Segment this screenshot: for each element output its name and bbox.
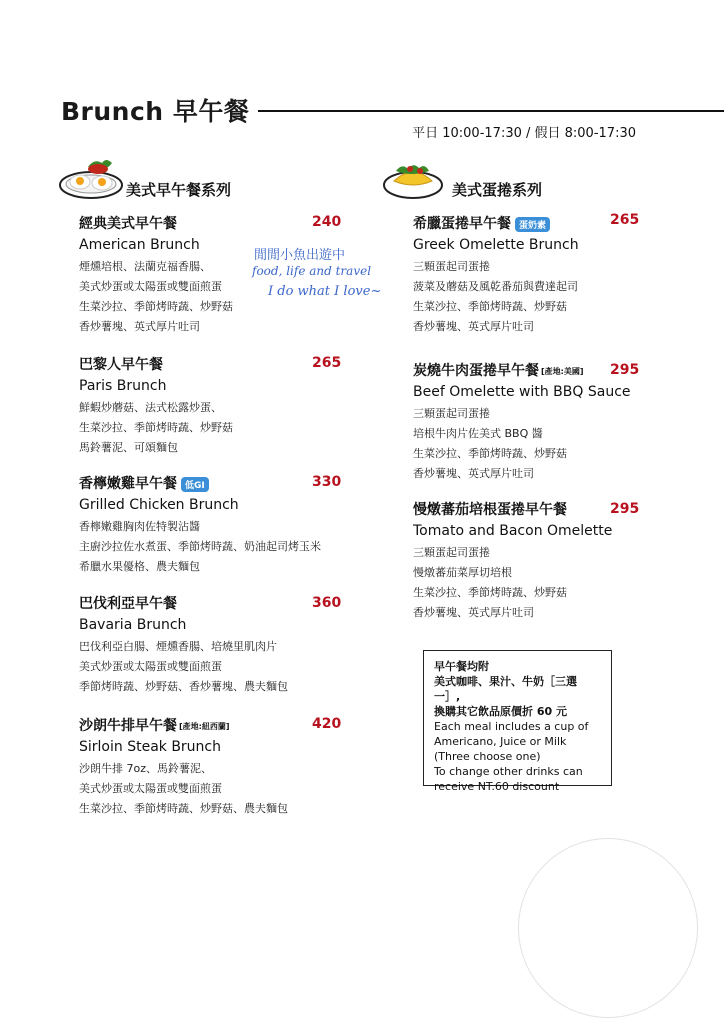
note-en-line: (Three choose one): [434, 750, 541, 763]
note-line: 美式咖啡、果汁、牛奶［三選一］,: [434, 675, 577, 703]
item-name-en: American Brunch: [79, 237, 200, 253]
item-price: 330: [312, 474, 342, 490]
origin-tag: [產地:紐西蘭]: [179, 721, 230, 731]
desc-line: 慢燉蕃茄菜厚切培根: [413, 566, 512, 579]
menu-item: [79, 354, 233, 458]
desc-line: 生菜沙拉、季節烤時蔬、炒野菇: [79, 300, 233, 313]
note-en-line: Americano, Juice or Milk: [434, 735, 567, 748]
omelette-plate-icon: [382, 157, 446, 201]
item-description: [413, 404, 631, 484]
desc-line: 培根牛肉片佐美式 BBQ 醬: [413, 427, 543, 440]
title-cn: 早午餐: [172, 97, 250, 126]
item-name-cn: [79, 715, 288, 735]
item-description: [413, 257, 579, 337]
included-drinks-note: [423, 650, 612, 793]
section-header-american: [58, 163, 278, 203]
item-name-cn: 巴伐利亞早午餐: [79, 596, 177, 612]
item-price: 360: [312, 595, 342, 611]
item-description: [79, 637, 288, 697]
desc-line: 沙朗牛排 7oz、馬鈴薯泥、: [79, 762, 212, 775]
desc-line: 三顆蛋起司蛋捲: [413, 260, 490, 273]
item-name-cn: 經典美式早午餐: [79, 216, 177, 232]
desc-line: 主廚沙拉佐水煮蛋、季節烤時蔬、奶油起司烤玉米: [79, 540, 321, 553]
item-price: 265: [312, 355, 342, 371]
desc-line: 生菜沙拉、季節烤時蔬、炒野菇: [413, 586, 567, 599]
item-name-text: 香檸嫩雞早午餐: [79, 476, 177, 492]
item-price: 295: [610, 501, 640, 517]
desc-line: 香炒薯塊、英式厚片吐司: [79, 320, 200, 333]
item-name-en: Beef Omelette with BBQ Sauce: [413, 384, 631, 400]
desc-line: 香炒薯塊、英式厚片吐司: [413, 606, 534, 619]
desc-line: 美式炒蛋或太陽蛋或雙面煎蛋: [79, 782, 222, 795]
item-name-cn: 慢燉蕃茄培根蛋捲早午餐: [413, 502, 567, 518]
desc-line: 三顆蛋起司蛋捲: [413, 546, 490, 559]
diet-badge: 蛋奶素: [515, 217, 550, 232]
item-description: [79, 398, 233, 458]
desc-line: 生菜沙拉、季節烤時蔬、炒野菇: [79, 421, 233, 434]
watermark-line: I do what I love~: [268, 284, 382, 299]
diet-badge: 低GI: [181, 477, 209, 492]
item-name-en: Sirloin Steak Brunch: [79, 739, 222, 755]
desc-line: 季節烤時蔬、炒野菇、香炒薯塊、農夫麵包: [79, 680, 288, 693]
item-description: [79, 257, 233, 337]
fried-egg-plate-icon: [58, 157, 128, 201]
section-title: 美式早午餐系列: [126, 181, 232, 199]
menu-item: [79, 213, 233, 337]
note-en-line: receive NT.60 discount: [434, 780, 560, 793]
menu-item: [79, 593, 288, 697]
note-line: 換購其它飲品原價折 60 元: [434, 705, 567, 718]
item-name-en: Paris Brunch: [79, 378, 167, 394]
item-price: 265: [610, 212, 640, 228]
menu-item: [413, 213, 579, 337]
desc-line: 巴伐利亞白腸、煙燻香腸、培燒里肌肉片: [79, 640, 277, 653]
item-name-text: 希臘蛋捲早午餐: [413, 216, 511, 232]
item-description: [79, 759, 288, 819]
note-line: 早午餐均附: [434, 660, 489, 673]
decorative-circle: [518, 838, 698, 1018]
item-name-cn: 巴黎人早午餐: [79, 357, 163, 373]
item-name-en: Grilled Chicken Brunch: [79, 497, 239, 513]
menu-item: [413, 499, 612, 623]
desc-line: 菠菜及蘑菇及風乾番茄與費達起司: [413, 280, 578, 293]
item-description: [79, 517, 321, 577]
desc-line: 生菜沙拉、季節烤時蔬、炒野菇: [413, 447, 567, 460]
watermark-line: 閒閒小魚出遊中: [254, 248, 346, 263]
title-en: Brunch: [61, 97, 164, 126]
desc-line: 美式炒蛋或太陽蛋或雙面煎蛋: [79, 660, 222, 673]
desc-line: 三顆蛋起司蛋捲: [413, 407, 490, 420]
watermark-line: food, life and travel: [252, 264, 372, 278]
item-description: [413, 543, 612, 623]
section-header-omelette: [382, 163, 602, 203]
page-title: [61, 92, 249, 128]
note-en-line: Each meal includes a cup of: [434, 720, 589, 733]
item-name-en: Tomato and Bacon Omelette: [413, 523, 613, 539]
menu-item: [413, 360, 631, 484]
item-name-cn: [79, 473, 321, 493]
item-name-en: Greek Omelette Brunch: [413, 237, 579, 253]
item-name-en: Bavaria Brunch: [79, 617, 187, 633]
origin-tag: [產地:美國]: [541, 366, 584, 376]
section-title: 美式蛋捲系列: [452, 181, 543, 199]
desc-line: 馬鈴薯泥、可頌麵包: [79, 441, 178, 454]
menu-item: [79, 715, 288, 819]
item-name-cn: [413, 360, 631, 380]
item-name-text: 沙朗牛排早午餐: [79, 718, 177, 734]
desc-line: 生菜沙拉、季節烤時蔬、炒野菇: [413, 300, 567, 313]
desc-line: 生菜沙拉、季節烤時蔬、炒野菇、農夫麵包: [79, 802, 288, 815]
desc-line: 香檸嫩雞胸肉佐特製沾醬: [79, 520, 200, 533]
desc-line: 美式炒蛋或太陽蛋或雙面煎蛋: [79, 280, 222, 293]
note-en-line: To change other drinks can: [434, 765, 583, 778]
desc-line: 鮮蝦炒蘑菇、法式松露炒蛋、: [79, 401, 222, 414]
item-price: 420: [312, 716, 342, 732]
menu-item: [79, 473, 321, 577]
title-divider: [258, 110, 724, 112]
desc-line: 希臘水果優格、農夫麵包: [79, 560, 200, 573]
item-name-cn: [413, 213, 579, 233]
item-name-text: 炭燒牛肉蛋捲早午餐: [413, 363, 539, 379]
item-price: 240: [312, 214, 342, 230]
desc-line: 香炒薯塊、英式厚片吐司: [413, 320, 534, 333]
desc-line: 香炒薯塊、英式厚片吐司: [413, 467, 534, 480]
desc-line: 煙燻培根、法蘭克福香腸、: [79, 260, 211, 273]
item-price: 295: [610, 362, 640, 378]
opening-hours: 平日 10:00-17:30 / 假日 8:00-17:30: [412, 126, 636, 141]
